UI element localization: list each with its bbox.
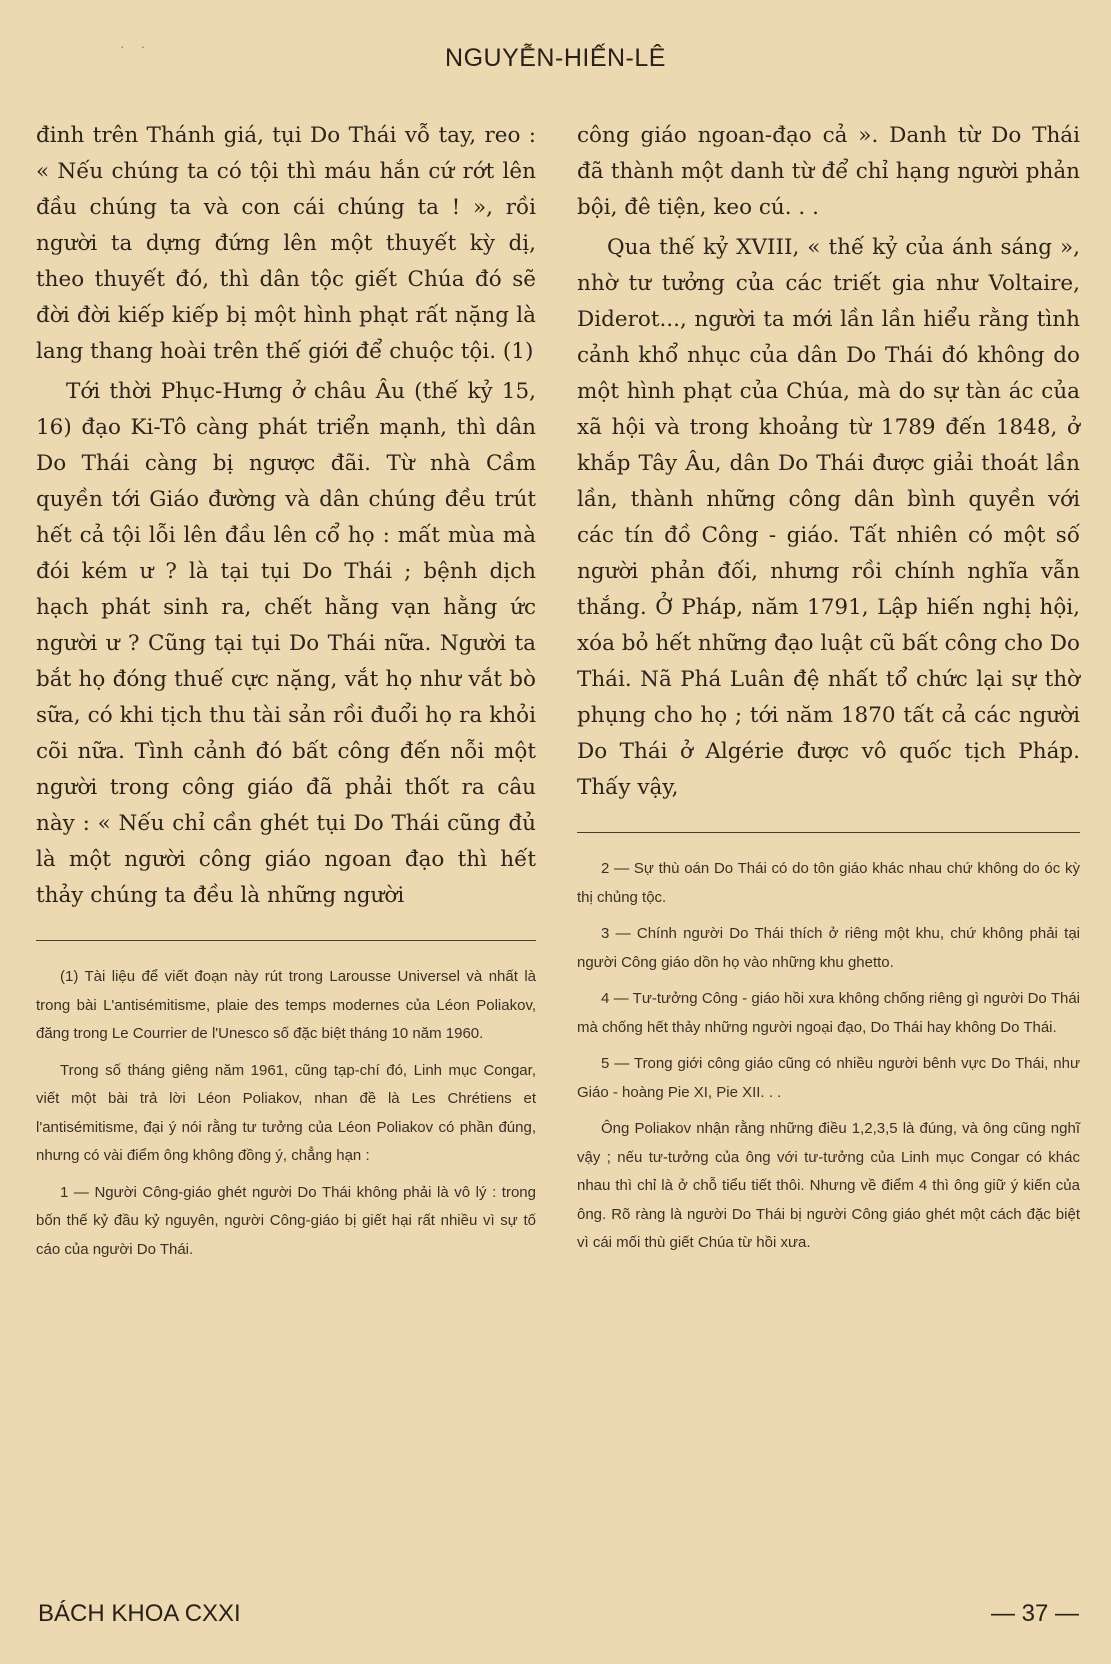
footnote-point-4: 4 — Tư-tưởng Công - giáo hồi xưa không chống riêng gì người Do Thái mà chống hết thảy những người ngoại đạo, Do Thái hay không Do Thái. [577,990,1080,1036]
left-column [36,118,536,1264]
running-header [0,38,1111,73]
footnote-point-5: 5 — Trong giới công giáo cũng có nhiều người bênh vực Do Thái, như Giáo - hoàng Pie XI, Pie XII. . . [577,1055,1080,1101]
footnote-point-1: 1 — Người Công-giáo ghét người Do Thái không phải là vô lý : trong bốn thế kỷ đầu kỷ nguyên, người Công-giáo bị giết hại rất nhiều vì sự tố cáo của người Do Thái. [36,1183,536,1258]
footnote-point-3: 3 — Chính người Do Thái thích ở riêng một khu, chứ không phải tại người Công giáo dồn họ vào những khu ghetto. [577,925,1080,971]
right-column [577,118,1080,1258]
right-paragraph-1: công giáo ngoan-đạo cả ». Danh từ Do Thái đã thành một danh từ để chỉ hạng người phản bội, đê tiện, keo cú. . . [577,123,1080,220]
left-paragraph-1: đinh trên Thánh giá, tụi Do Thái vỗ tay, reo : « Nếu chúng ta có tội thì máu hắn cứ rớt lên đầu chúng ta và con cái chúng ta ! », rồi người ta dựng đứng lên một thuyết kỳ dị, theo thuyết đó, thì dân tộc giết Chúa đó sẽ đời đời kiếp kiếp bị một hình phạt rất nặng là lang thang hoài trên thế giới để chuộc tội. (1) [36,123,536,364]
header-dots: · · [120,38,152,54]
footnote-point-2: 2 — Sự thù oán Do Thái có do tôn giáo khác nhau chứ không do óc kỳ thị chủng tộc. [577,860,1080,906]
right-paragraph-2: Qua thế kỷ XVIII, « thế kỷ của ánh sáng », nhờ tư tưởng của các triết gia như Voltaire, Diderot..., người ta mới lần lần hiểu rằng tình cảnh khổ nhục của dân Do Thái đó không do một hình phạt của Chúa, mà do sự tàn ác của xã hội và trong khoảng từ 1789 đến 1848, ở khắp Tây Âu, dân Do Thái được giải thoát lần lần, thành những công dân bình quyền với các tín đồ Công - giáo. Tất nhiên có một số người phản đối, nhưng rồi chính nghĩa vẫn thắng. Ở Pháp, năm 1791, Lập hiến nghị hội, xóa bỏ hết những đạo luật cũ bất công cho Do Thái. Nã Phá Luân đệ nhất tổ chức lại sự thờ phụng cho họ ; tới năm 1870 tất cả các người Do Thái ở Algérie được vô quốc tịch Pháp. Thấy vậy, [577,235,1080,800]
footnote-continuation: Trong số tháng giêng năm 1961, cũng tạp-chí đó, Linh mục Congar, viết một bài trả lời Léon Poliakov, nhan đề là Les Chrétiens et l'antisémitisme, đại ý nói rằng tư tưởng của Léon Poliakov có phần đúng, nhưng có vài điểm ông không đồng ý, chẳng hạn : [36,1061,536,1164]
footnote-1: (1) Tài liệu để viết đoạn này rút trong Larousse Universel và nhất là trong bài L'antisémitisme, plaie des temps modernes của Léon Poliakov, đăng trong Le Courrier de l'Unesco số đặc biệt tháng 10 năm 1960. [36,968,536,1042]
footer-page-number: — 37 — [990,1600,1079,1627]
footnote-poliakov-reply: Ông Poliakov nhận rằng những điều 1,2,3,5 là đúng, và ông cũng nghĩ vậy ; nếu tư-tưởng của ông với tư-tưởng của Linh mục Congar có khác nhau thì chỉ là ở chỗ tiểu tiết thôi. Nhưng về điểm 4 thì ông giữ ý kiến của ông. Rõ ràng là người Do Thái bị người Công giáo ghét một cách đặc biệt vì cái mối thù giết Chúa từ hồi xưa. [577,1120,1080,1251]
header-title: NGUYỄN-HIẾN-LÊ [445,44,666,72]
left-paragraph-2: Tới thời Phục-Hưng ở châu Âu (thế kỷ 15, 16) đạo Ki-Tô càng phát triển mạnh, thì dân Do Thái càng bị ngược đãi. Từ nhà Cầm quyền tới Giáo đường và dân chúng đều trút hết cả tội lỗi lên đầu lên cổ họ : mất mùa mà đói kém ư ? là tại tụi Do Thái ; bệnh dịch hạch phát sinh ra, chết hằng vạn hằng ức người ư ? Cũng tại tụi Do Thái nữa. Người ta bắt họ đóng thuế cực nặng, vắt họ như vắt bò sữa, có khi tịch thu tài sản rồi đuổi họ ra khỏi cõi nữa. Tình cảnh đó bất công đến nỗi một người trong công giáo đã phải thốt ra câu này : « Nếu chỉ cần ghét tụi Do Thái cũng đủ là một người công giáo ngoan đạo thì hết thảy chúng ta đều là những người [36,379,536,908]
footer-magazine: BÁCH KHOA CXXI [38,1600,241,1627]
